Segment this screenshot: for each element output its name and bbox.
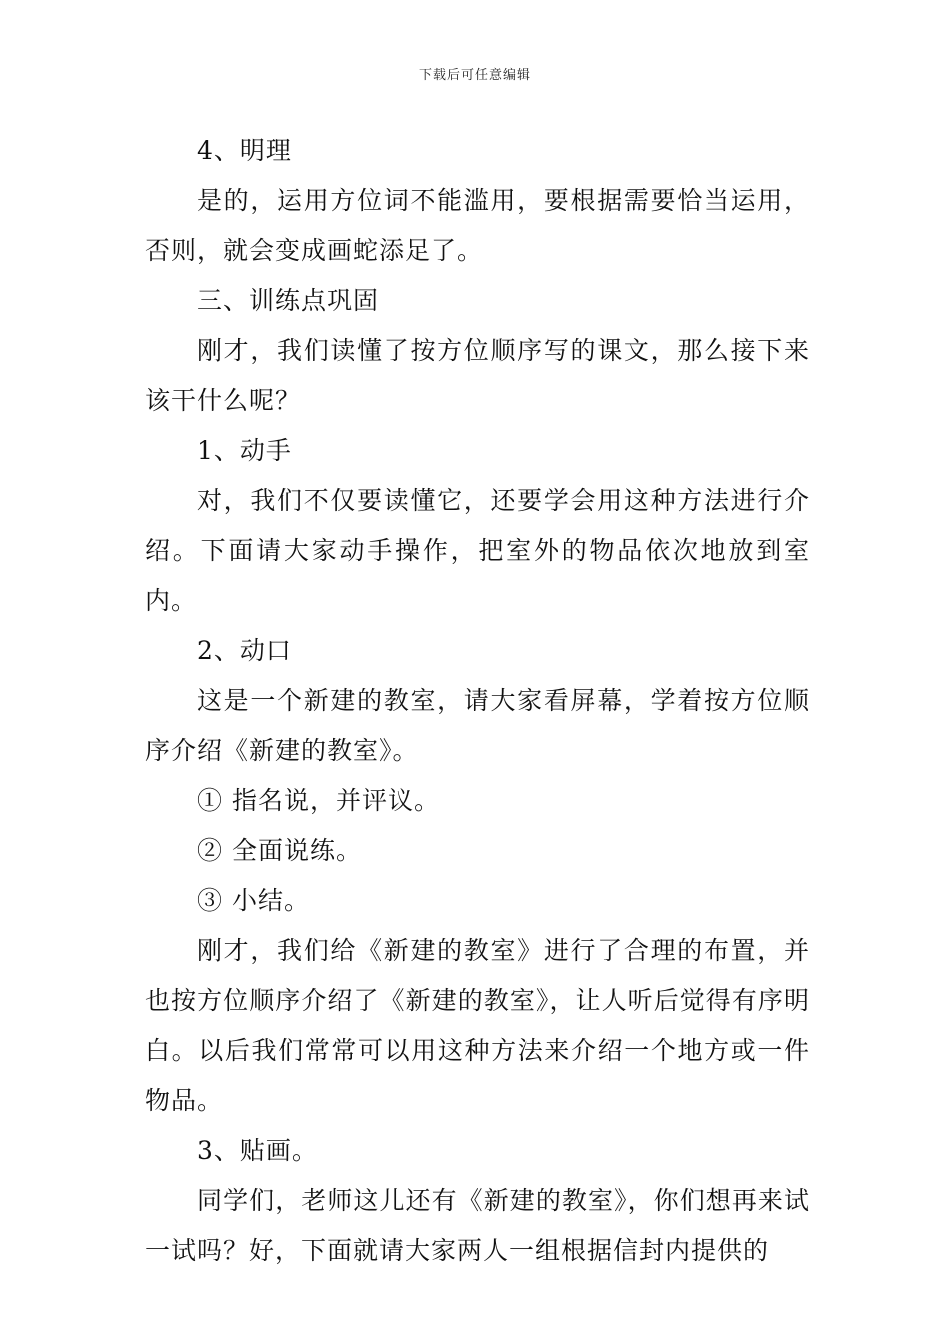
paragraph: 刚才，我们给《新建的教室》进行了合理的布置，并也按方位顺序介绍了《新建的教室》，让人听后觉得有序明白。以后我们常常可以用这种方法来介绍一个地方或一件物品。 bbox=[145, 936, 810, 1115]
section-heading: 三、训练点巩固 bbox=[197, 286, 380, 315]
heading-dongshou: 1、动手 bbox=[197, 436, 292, 465]
list-item: ② 全面说练。 bbox=[197, 836, 362, 865]
paragraph: 是的，运用方位词不能滥用，要根据需要恰当运用，否则，就会变成画蛇添足了。 bbox=[145, 186, 810, 265]
paragraph: 同学们，老师这儿还有《新建的教室》，你们想再来试一试吗？好，下面就请大家两人一组根据信封内提供的 bbox=[145, 1186, 810, 1265]
page-header: 下载后可任意编辑 bbox=[418, 68, 531, 83]
paragraph: 这是一个新建的教室，请大家看屏幕，学着按方位顺序介绍《新建的教室》。 bbox=[145, 686, 810, 765]
document-body bbox=[145, 126, 810, 1276]
paragraph: 对，我们不仅要读懂它，还要学会用这种方法进行介绍。下面请大家动手操作，把室外的物品依次地放到室内。 bbox=[145, 486, 810, 615]
heading-tiehua: 3、贴画。 bbox=[197, 1136, 318, 1165]
heading-mingli: 4、明理 bbox=[197, 136, 292, 165]
list-item: ① 指名说，并评议。 bbox=[197, 786, 440, 815]
heading-dongkou: 2、动口 bbox=[197, 636, 292, 665]
paragraph: 刚才，我们读懂了按方位顺序写的课文，那么接下来该干什么呢？ bbox=[145, 336, 810, 415]
list-item: ③ 小结。 bbox=[197, 886, 310, 915]
